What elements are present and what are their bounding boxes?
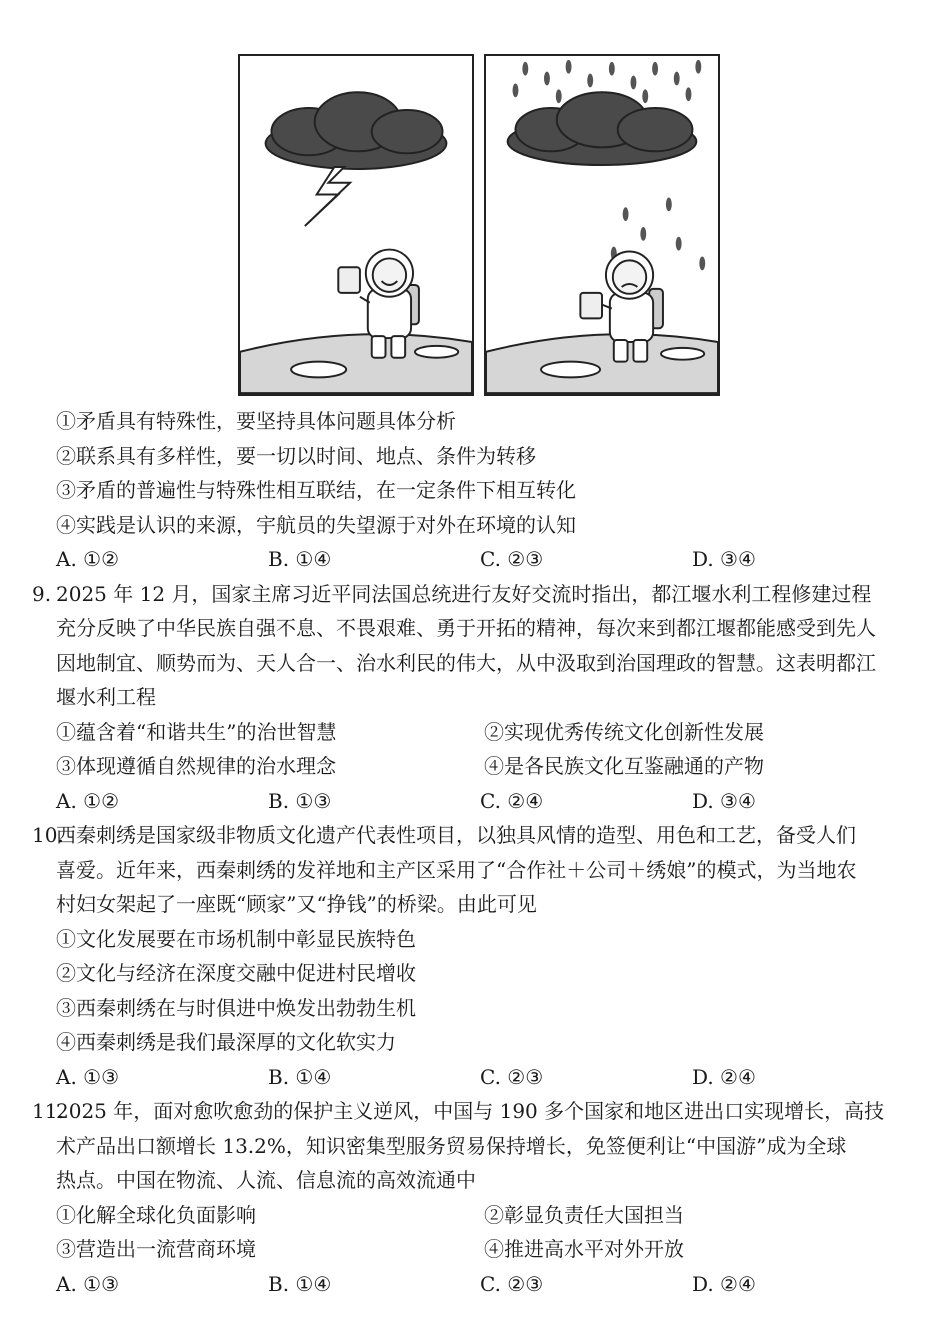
rain-cloud-scene-icon bbox=[486, 56, 718, 394]
q10-stem-line-2: 喜爱。近年来，西秦刺绣的发祥地和主产区采用了“合作社＋公司＋绣娘”的模式，为当地农 bbox=[56, 857, 857, 882]
q8-option-4: ④实践是认识的来源，宇航员的失望源于对外在环境的认知 bbox=[56, 512, 576, 537]
q8-option-1: ①矛盾具有特殊性，要坚持具体问题具体分析 bbox=[56, 409, 456, 433]
q11-choice-d[interactable]: D. ②④ bbox=[692, 1271, 756, 1296]
q9-stem-line-2: 充分反映了中华民族自强不息、不畏艰难、勇于开拓的精神，每次来到都江堰都能感受到先人 bbox=[56, 616, 876, 640]
q10-option-1: ①文化发展要在市场机制中彰显民族特色 bbox=[56, 926, 416, 951]
q9-choice-c[interactable]: C. ②④ bbox=[480, 788, 544, 813]
q10-choice-d[interactable]: D. ②④ bbox=[692, 1064, 756, 1089]
q10-stem-text-1: 西秦刺绣是国家级非物质文化遗产代表性项目，以独具风情的造型、用色和工艺，备受人们 bbox=[56, 823, 856, 847]
q9-stem-line-4: 堰水利工程 bbox=[56, 685, 156, 709]
q11-options-row-1 bbox=[32, 1198, 912, 1233]
q8-option-3: ③矛盾的普遍性与特殊性相互联结，在一定条件下相互转化 bbox=[56, 478, 576, 502]
q9-option-4: ④是各民族文化互鉴融通的产物 bbox=[484, 754, 764, 778]
q11-option-1: ①化解全球化负面影响 bbox=[56, 1202, 256, 1227]
q11-stem-line-2: 术产品出口额增长 13.2%，知识密集型服务贸易保持增长，免签便利让“中国游”成为全球 bbox=[56, 1133, 847, 1158]
cartoon-panel-lightning bbox=[238, 54, 474, 396]
q11-stem-line-3: 热点。中国在物流、人流、信息流的高效流通中 bbox=[56, 1168, 476, 1192]
q9-number: 9. bbox=[32, 581, 52, 606]
q9-stem-text-1: 2025 年 12 月，国家主席习近平同法国总统进行友好交流时指出，都江堰水利工程修建过程 bbox=[56, 581, 872, 606]
q9-options-row-2 bbox=[32, 749, 912, 784]
q9-choice-d[interactable]: D. ③④ bbox=[692, 788, 756, 813]
q10-answer-choices bbox=[32, 1060, 912, 1095]
q10-choice-b[interactable]: B. ①④ bbox=[268, 1064, 332, 1089]
q11-stem-line-1 bbox=[32, 1094, 912, 1129]
q8-choice-d[interactable]: D. ③④ bbox=[692, 547, 756, 571]
q10-option-3: ③西秦刺绣在与时俱进中焕发出勃勃生机 bbox=[56, 995, 416, 1020]
q9-option-3: ③体现遵循自然规律的治水理念 bbox=[56, 754, 336, 778]
q9-stem-line-3: 因地制宜、顺势而为、天人合一、治水利民的伟大，从中汲取到治国理政的智慧。这表明都江 bbox=[56, 650, 876, 675]
q9-stem-line-1 bbox=[32, 577, 912, 612]
q8-choice-a[interactable]: A. ①② bbox=[56, 547, 120, 571]
q11-option-2: ②彰显负责任大国担当 bbox=[484, 1202, 684, 1227]
q11-choice-c[interactable]: C. ②③ bbox=[480, 1271, 544, 1296]
q10-choice-a[interactable]: A. ①③ bbox=[56, 1064, 120, 1089]
q11-options-row-2 bbox=[32, 1232, 912, 1267]
q11-number: 11. bbox=[32, 1099, 64, 1123]
cartoon-panel-rain bbox=[484, 54, 720, 396]
q9-choice-a[interactable]: A. ①② bbox=[56, 788, 120, 813]
lightning-cloud-scene-icon bbox=[240, 56, 472, 394]
q10-option-2: ②文化与经济在深度交融中促进村民增收 bbox=[56, 961, 416, 985]
q9-answer-choices bbox=[32, 784, 912, 819]
q8-answer-choices bbox=[32, 542, 912, 577]
q9-option-1: ①蕴含着“和谐共生”的治世智慧 bbox=[56, 719, 337, 744]
q9-option-2: ②实现优秀传统文化创新性发展 bbox=[484, 719, 764, 744]
q8-choice-b[interactable]: B. ①④ bbox=[268, 547, 332, 571]
q11-option-3: ③营造出一流营商环境 bbox=[56, 1237, 256, 1261]
q9-choice-b[interactable]: B. ①③ bbox=[268, 788, 332, 813]
q11-option-4: ④推进高水平对外开放 bbox=[484, 1237, 684, 1261]
q11-answer-choices bbox=[32, 1267, 912, 1302]
q11-stem-text-1: 2025 年，面对愈吹愈劲的保护主义逆风，中国与 190 多个国家和地区进出口实现增长，高技 bbox=[56, 1099, 885, 1123]
q9-options-row-1 bbox=[32, 715, 912, 750]
exam-questions bbox=[32, 404, 912, 1301]
q10-stem-line-3: 村妇女架起了一座既“顾家”又“挣钱”的桥梁。由此可见 bbox=[56, 892, 537, 916]
q8-choice-c[interactable]: C. ②③ bbox=[480, 547, 544, 571]
q10-stem-line-1 bbox=[32, 818, 912, 853]
q10-option-4: ④西秦刺绣是我们最深厚的文化软实力 bbox=[56, 1030, 396, 1054]
q11-choice-a[interactable]: A. ①③ bbox=[56, 1271, 120, 1296]
astronaut-cartoon-figure bbox=[238, 54, 720, 396]
q11-choice-b[interactable]: B. ①④ bbox=[268, 1271, 332, 1296]
q10-number: 10. bbox=[32, 823, 64, 847]
q8-option-2: ②联系具有多样性，要一切以时间、地点、条件为转移 bbox=[56, 443, 536, 468]
q10-choice-c[interactable]: C. ②③ bbox=[480, 1064, 544, 1089]
